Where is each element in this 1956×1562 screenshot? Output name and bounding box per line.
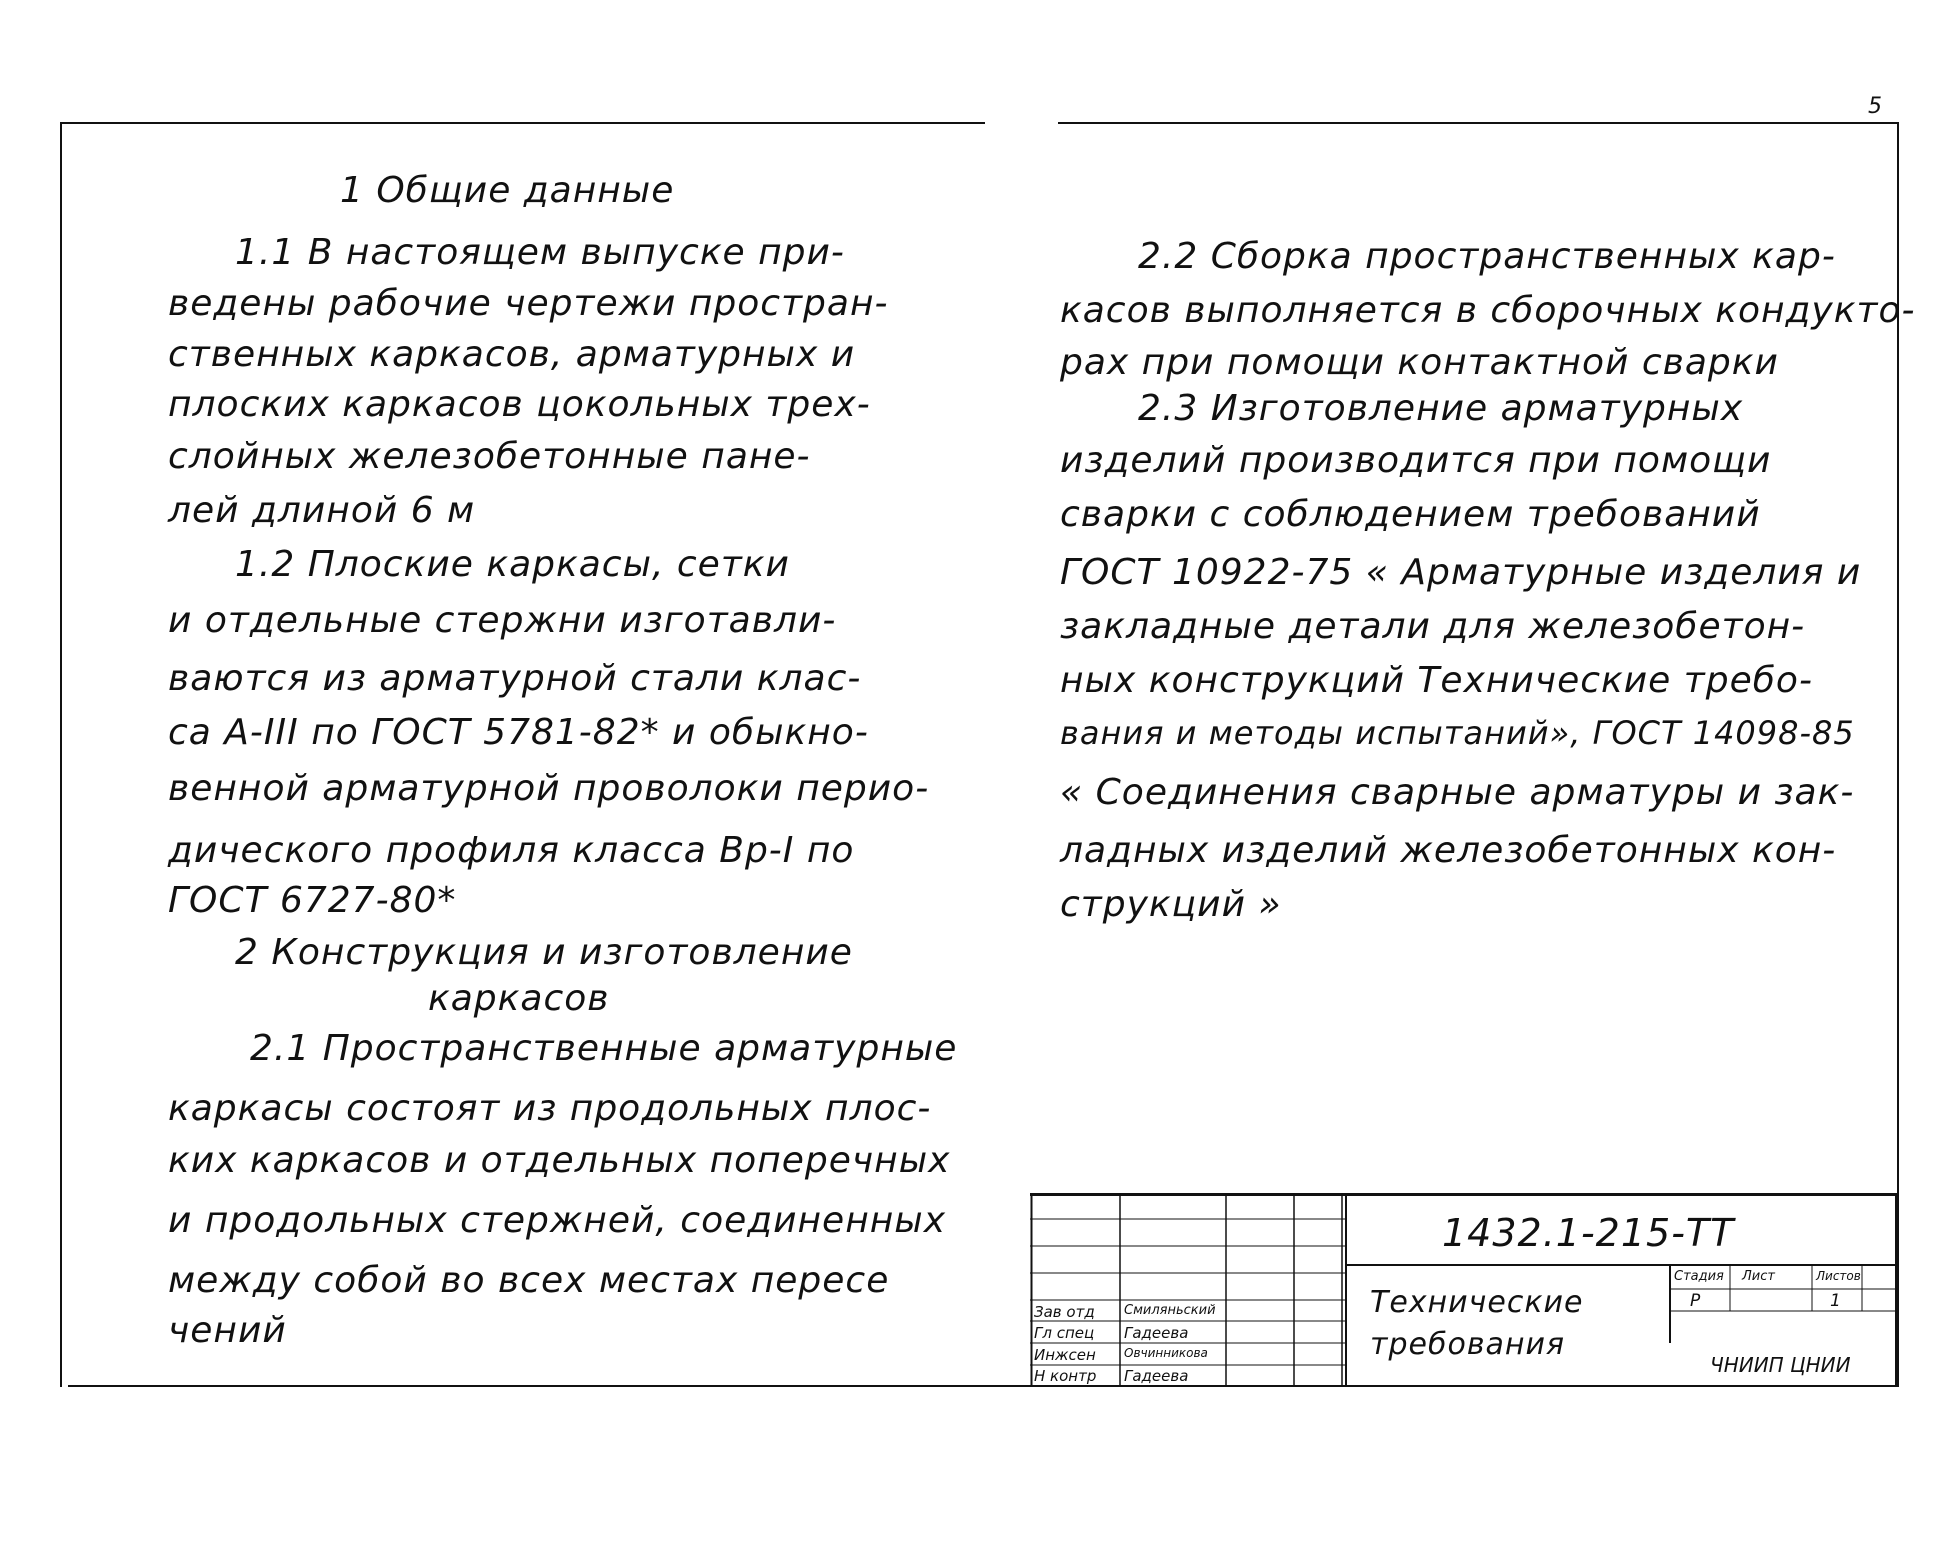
role-label: Зав отд	[1034, 1303, 1095, 1321]
document-title-line2: требования	[1370, 1327, 1566, 1362]
paragraph-line: дического профиля класса Вр-I по	[168, 830, 855, 871]
paragraph-line: между собой во всех местах пересе	[168, 1260, 890, 1301]
paragraph-line: 2.1 Пространственные арматурные	[250, 1028, 958, 1069]
person-name: Смиляньский	[1124, 1303, 1216, 1318]
paragraph-line: слойных железобетонные пане-	[168, 436, 811, 477]
frame-left	[60, 122, 62, 1387]
paragraph-line: ваются из арматурной стали клас-	[168, 658, 862, 699]
paragraph-line: 1.2 Плоские каркасы, сетки	[235, 544, 790, 585]
paragraph-line: ладных изделий железобетонных кон-	[1060, 830, 1837, 871]
page-number: 5	[1868, 94, 1882, 119]
paragraph-line: сварки с соблюдением требований	[1060, 494, 1761, 535]
paragraph-line: касов выполняется в сборочных кондукто-	[1060, 290, 1916, 331]
paragraph-line: струкций »	[1060, 884, 1282, 925]
section-heading: 1 Общие данные	[340, 170, 675, 211]
person-name: Овчинникова	[1124, 1346, 1208, 1360]
paragraph-line: чений	[168, 1310, 287, 1351]
person-name: Гадеева	[1124, 1324, 1189, 1342]
stage-value: Р	[1690, 1291, 1701, 1311]
section-heading: 2 Конструкция и изготовление	[235, 932, 853, 973]
sheets-header: Листов	[1816, 1269, 1861, 1283]
document-title-line1: Технические	[1370, 1285, 1584, 1320]
paragraph-line: рах при помощи контактной сварки	[1060, 342, 1779, 383]
paragraph-line: ственных каркасов, арматурных и	[168, 334, 856, 375]
role-label: Инжсен	[1034, 1346, 1096, 1364]
paragraph-line: и отдельные стержни изготавли-	[168, 600, 837, 641]
paragraph-line: ГОСТ 6727-80*	[168, 880, 457, 921]
paragraph-line: ведены рабочие чертежи простран-	[168, 283, 889, 324]
paragraph-line: лей длиной 6 м	[168, 490, 476, 531]
paragraph-line: ГОСТ 10922-75 « Арматурные изделия и	[1060, 552, 1862, 593]
paragraph-line: венной арматурной проволоки перио-	[168, 768, 930, 809]
paragraph-line: 2.2 Сборка пространственных кар-	[1138, 236, 1836, 277]
paragraph-line: 2.3 Изготовление арматурных	[1138, 388, 1744, 429]
paragraph-line: плоских каркасов цокольных трех-	[168, 384, 871, 425]
sheet-header: Лист	[1742, 1269, 1775, 1284]
paragraph-line: каркасы состоят из продольных плос-	[168, 1088, 932, 1129]
role-label: Гл спец	[1034, 1324, 1095, 1342]
paragraph-line: изделий производится при помощи	[1060, 440, 1772, 481]
section-heading: каркасов	[428, 978, 610, 1019]
title-block	[1030, 1193, 1898, 1386]
sheets-value: 1	[1830, 1291, 1841, 1311]
paragraph-line: вания и методы испытаний», ГОСТ 14098-85	[1060, 714, 1855, 752]
document-code: 1432.1-215-ТТ	[1442, 1211, 1735, 1255]
paragraph-line: и продольных стержней, соединенных	[168, 1200, 947, 1241]
paragraph-line: ких каркасов и отдельных поперечных	[168, 1140, 951, 1181]
stage-header: Стадия	[1674, 1269, 1724, 1284]
paragraph-line: « Соединения сварные арматуры и зак-	[1060, 772, 1855, 813]
frame-top-right	[1058, 122, 1898, 124]
organization: ЧНИИП ЦНИИ	[1710, 1353, 1851, 1377]
paragraph-line: са А-III по ГОСТ 5781-82* и обыкно-	[168, 712, 869, 753]
paragraph-line: ных конструкций Технические требо-	[1060, 660, 1813, 701]
paragraph-line: закладные детали для железобетон-	[1060, 606, 1806, 647]
paragraph-line: 1.1 В настоящем выпуске при-	[235, 232, 845, 273]
person-name: Гадеева	[1124, 1367, 1189, 1385]
role-label: Н контр	[1034, 1367, 1097, 1385]
frame-top-left	[60, 122, 985, 124]
